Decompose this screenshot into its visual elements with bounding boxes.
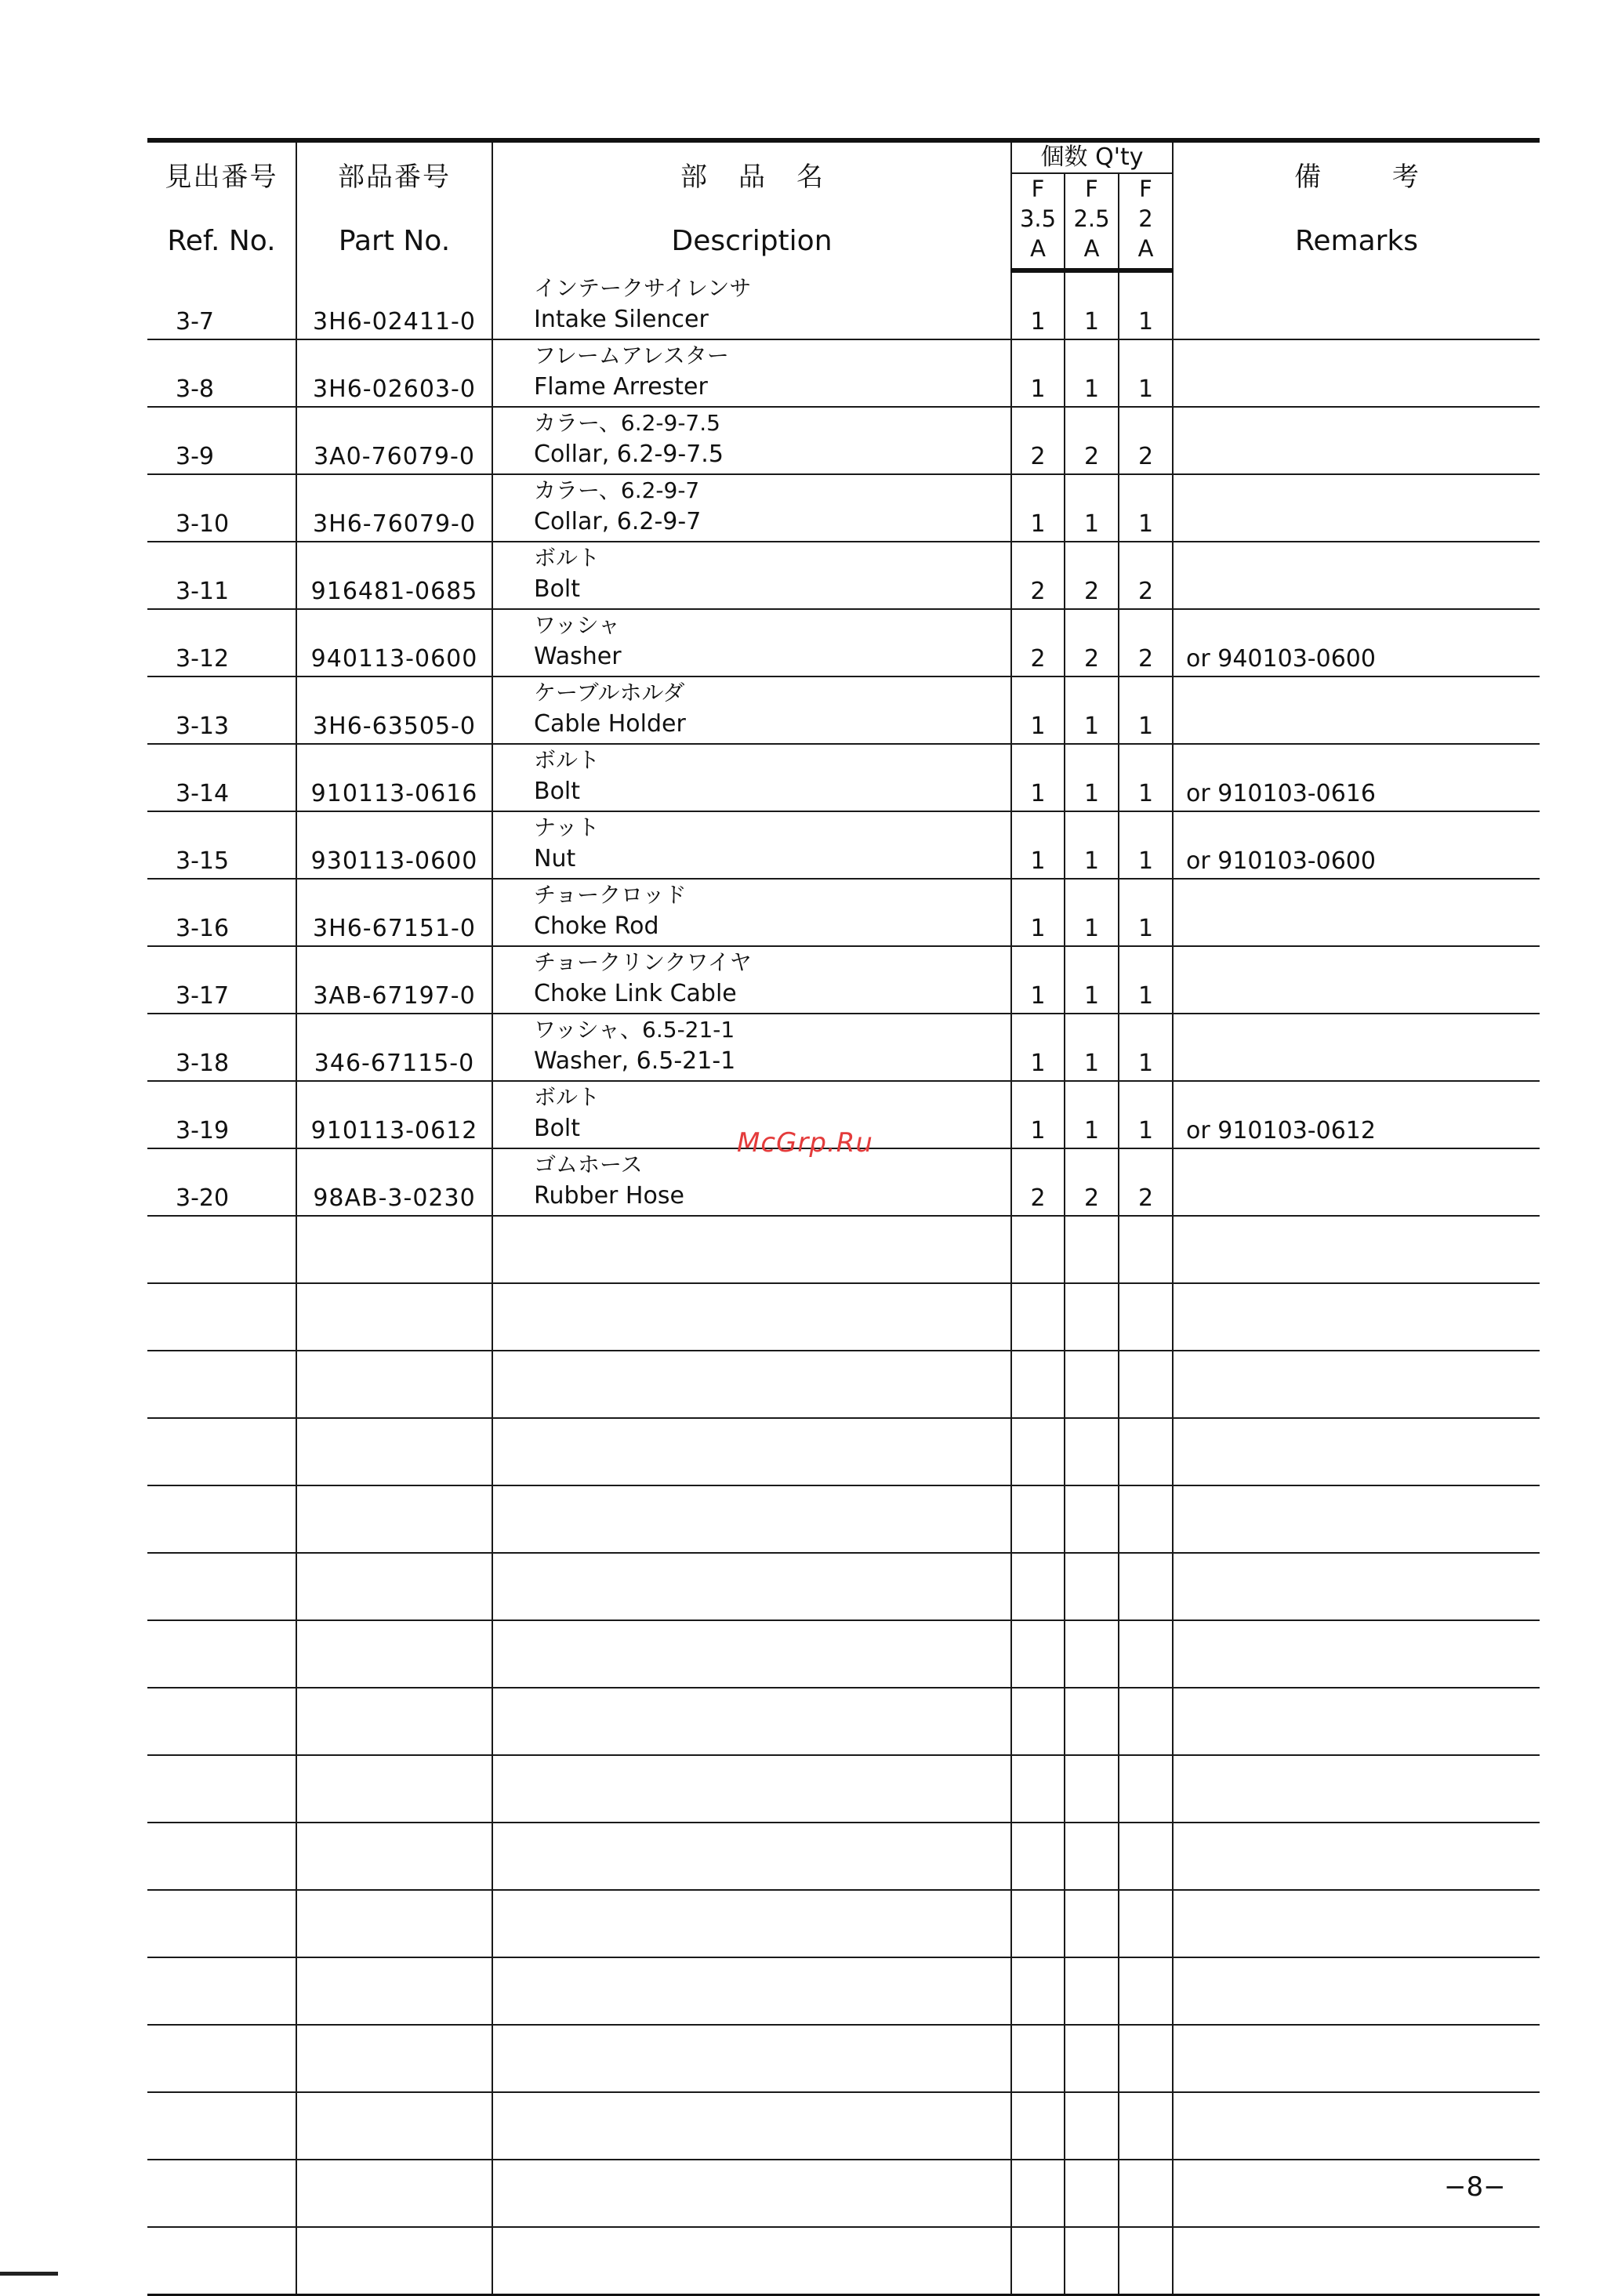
qty-f25: 1: [1065, 474, 1119, 542]
part-no: [296, 1823, 492, 1890]
table-row: [147, 1823, 1540, 1890]
qty-f35: 1: [1011, 676, 1065, 744]
table-row: [147, 744, 1540, 811]
ref-no: [147, 1485, 296, 1553]
qty-col-f35-line2: 3.5: [1019, 205, 1057, 232]
table-row: [147, 1957, 1540, 2025]
ref-no: [147, 1688, 296, 1755]
description-jp: フレームアレスター: [534, 343, 729, 368]
remarks: [1173, 339, 1540, 407]
description: [492, 339, 1011, 407]
qty-col-f35: [1011, 173, 1065, 270]
table-row: [147, 1755, 1540, 1823]
qty-f2: 2: [1119, 1148, 1173, 1216]
description-jp: ナット: [534, 814, 600, 840]
part-no: [296, 1553, 492, 1620]
qty-f2: [1119, 1957, 1173, 2025]
qty-f35: [1011, 1823, 1065, 1890]
qty-f2: [1119, 1216, 1173, 1283]
qty-f35: [1011, 1890, 1065, 1957]
qty-f35: [1011, 2025, 1065, 2092]
remarks: [1173, 1620, 1540, 1688]
table-row: [147, 946, 1540, 1014]
qty-col-f2-line3: A: [1137, 235, 1154, 262]
part-no: 3H6-02603-0: [296, 339, 492, 407]
ref-no: 3-20: [147, 1148, 296, 1216]
ref-no: 3-9: [147, 407, 296, 474]
qty-f25: [1065, 1418, 1119, 1485]
remarks: [1173, 1755, 1540, 1823]
qty-f25: 1: [1065, 811, 1119, 879]
ref-no: [147, 2160, 296, 2227]
remarks: [1173, 2092, 1540, 2160]
description: [492, 1553, 1011, 1620]
table-row: [147, 2227, 1540, 2295]
qty-f35: [1011, 2227, 1065, 2295]
qty-f2: [1119, 2025, 1173, 2092]
qty-f2: 1: [1119, 879, 1173, 946]
part-no: 940113-0600: [296, 609, 492, 676]
qty-f25: [1065, 1755, 1119, 1823]
table-row: [147, 1216, 1540, 1283]
part-no: 98AB-3-0230: [296, 1148, 492, 1216]
part-no: [296, 1620, 492, 1688]
qty-f25: 1: [1065, 1014, 1119, 1081]
description: [492, 1823, 1011, 1890]
col-remarks-header: [1173, 140, 1540, 270]
qty-f35: 1: [1011, 1081, 1065, 1148]
qty-f35: [1011, 1957, 1065, 2025]
part-no: 3H6-67151-0: [296, 879, 492, 946]
part-no: [296, 1755, 492, 1823]
description-jp: ボルト: [534, 747, 600, 773]
description: [492, 879, 1011, 946]
description-jp: ワッシャ、6.5-21-1: [534, 1017, 735, 1043]
qty-f2: [1119, 1351, 1173, 1418]
qty-f25: 1: [1065, 676, 1119, 744]
qty-f2: 1: [1119, 1014, 1173, 1081]
qty-f25: [1065, 1485, 1119, 1553]
qty-f35: 1: [1011, 270, 1065, 339]
ref-no: [147, 1755, 296, 1823]
qty-f25: [1065, 1890, 1119, 1957]
qty-f2: 1: [1119, 744, 1173, 811]
part-no: [296, 2227, 492, 2295]
table-row: [147, 811, 1540, 879]
desc-header-en: Description: [671, 225, 833, 257]
qty-col-f35-line1: F: [1031, 176, 1045, 202]
description-en: Bolt: [534, 1115, 581, 1142]
col-desc-header: [492, 140, 1011, 270]
page-number: −8−: [1444, 2171, 1506, 2203]
table-row: [147, 1553, 1540, 1620]
qty-f35: [1011, 1688, 1065, 1755]
qty-f2: 2: [1119, 609, 1173, 676]
qty-col-f35-line3: A: [1030, 235, 1046, 262]
description: [492, 1418, 1011, 1485]
qty-f25: 1: [1065, 270, 1119, 339]
remarks: [1173, 1283, 1540, 1351]
part-no: 910113-0612: [296, 1081, 492, 1148]
description-en: Washer: [534, 643, 622, 670]
table-row: [147, 1283, 1540, 1351]
part-no: 3H6-76079-0: [296, 474, 492, 542]
qty-f2: [1119, 1890, 1173, 1957]
part-no: 346-67115-0: [296, 1014, 492, 1081]
remarks: [1173, 1823, 1540, 1890]
description-en: Choke Rod: [534, 912, 659, 940]
qty-f25: [1065, 1957, 1119, 2025]
ref-no: [147, 1620, 296, 1688]
remarks: or 940103-0600: [1173, 609, 1540, 676]
table-row: [147, 542, 1540, 609]
description-jp: チョークリンクワイヤ: [534, 949, 752, 975]
qty-f2: [1119, 1823, 1173, 1890]
remarks: [1173, 407, 1540, 474]
ref-no: [147, 2227, 296, 2295]
qty-f35: 1: [1011, 879, 1065, 946]
description: [492, 1755, 1011, 1823]
qty-f35: 1: [1011, 744, 1065, 811]
qty-f35: 2: [1011, 609, 1065, 676]
table-row: [147, 1014, 1540, 1081]
description-en: Choke Link Cable: [534, 980, 737, 1007]
part-no: [296, 1890, 492, 1957]
description: [492, 407, 1011, 474]
table-row: [147, 339, 1540, 407]
remarks: or 910103-0612: [1173, 1081, 1540, 1148]
table-row: [147, 1485, 1540, 1553]
description: [492, 744, 1011, 811]
remarks: [1173, 474, 1540, 542]
description: [492, 2092, 1011, 2160]
description-jp: ボルト: [534, 1084, 600, 1110]
table-row: [147, 1620, 1540, 1688]
description-jp: カラー、6.2-9-7.5: [534, 410, 720, 436]
table-row: [147, 2092, 1540, 2160]
description-en: Nut: [534, 845, 576, 872]
description: [492, 2025, 1011, 2092]
description: [492, 2227, 1011, 2295]
ref-no: [147, 2092, 296, 2160]
description: [492, 1014, 1011, 1081]
qty-f2: [1119, 1620, 1173, 1688]
remarks: [1173, 1216, 1540, 1283]
qty-f25: [1065, 1553, 1119, 1620]
description: [492, 2160, 1011, 2227]
qty-f2: 1: [1119, 474, 1173, 542]
qty-f25: [1065, 1283, 1119, 1351]
qty-header: 個数 Q'ty: [1011, 140, 1173, 173]
part-no: 930113-0600: [296, 811, 492, 879]
qty-f2: 1: [1119, 811, 1173, 879]
qty-f25: [1065, 2092, 1119, 2160]
qty-f2: 1: [1119, 676, 1173, 744]
ref-header-en: Ref. No.: [167, 225, 276, 257]
ref-no: 3-13: [147, 676, 296, 744]
part-no: [296, 1485, 492, 1553]
ref-header-jp: 見出番号: [165, 161, 278, 193]
ref-no: 3-11: [147, 542, 296, 609]
table-row: [147, 1418, 1540, 1485]
description-en: Rubber Hose: [534, 1182, 684, 1210]
ref-no: [147, 1283, 296, 1351]
qty-f2: [1119, 1485, 1173, 1553]
qty-f25: [1065, 2160, 1119, 2227]
description-jp: インテークサイレンサ: [534, 275, 752, 301]
part-no: [296, 2092, 492, 2160]
description-en: Bolt: [534, 778, 581, 805]
part-no: [296, 1283, 492, 1351]
remarks: [1173, 1148, 1540, 1216]
qty-f25: 2: [1065, 609, 1119, 676]
remarks: [1173, 2227, 1540, 2295]
remarks: or 910103-0616: [1173, 744, 1540, 811]
qty-f25: 2: [1065, 1148, 1119, 1216]
part-no: [296, 2025, 492, 2092]
description: [492, 1890, 1011, 1957]
ref-no: [147, 1890, 296, 1957]
remarks-header-jp: 備 考: [1294, 161, 1450, 193]
description-en: Collar, 6.2-9-7.5: [534, 441, 724, 468]
qty-f35: 1: [1011, 474, 1065, 542]
ref-no: 3-7: [147, 270, 296, 339]
ref-no: 3-14: [147, 744, 296, 811]
ref-no: [147, 1351, 296, 1418]
part-no: [296, 1957, 492, 2025]
qty-f2: [1119, 2160, 1173, 2227]
description-en: Bolt: [534, 575, 581, 603]
qty-f35: 1: [1011, 946, 1065, 1014]
description-jp: ケーブルホルダ: [534, 680, 685, 705]
remarks: [1173, 1553, 1540, 1620]
description-jp: ゴムホース: [534, 1152, 643, 1177]
table-row: [147, 676, 1540, 744]
parts-rows: [147, 270, 1540, 2295]
remarks: [1173, 946, 1540, 1014]
qty-f25: 1: [1065, 946, 1119, 1014]
description-jp: チョークロッド: [534, 882, 687, 908]
ref-no: [147, 1957, 296, 2025]
ref-no: 3-8: [147, 339, 296, 407]
description: [492, 1957, 1011, 2025]
qty-f35: 1: [1011, 1014, 1065, 1081]
part-no: [296, 1688, 492, 1755]
watermark: McGrp.Ru: [737, 1127, 873, 1159]
table-row: [147, 270, 1540, 339]
part-no: [296, 2160, 492, 2227]
qty-col-f25-line1: F: [1085, 176, 1098, 202]
part-no: 3H6-63505-0: [296, 676, 492, 744]
description: [492, 542, 1011, 609]
qty-f35: [1011, 1620, 1065, 1688]
qty-f25: 1: [1065, 1081, 1119, 1148]
table-row: [147, 609, 1540, 676]
qty-f25: [1065, 1823, 1119, 1890]
remarks: [1173, 1688, 1540, 1755]
qty-f35: [1011, 1351, 1065, 1418]
description: [492, 811, 1011, 879]
description-jp: カラー、6.2-9-7: [534, 477, 700, 503]
qty-f2: 2: [1119, 407, 1173, 474]
qty-f2: [1119, 2227, 1173, 2295]
ref-no: 3-19: [147, 1081, 296, 1148]
table-row: [147, 1351, 1540, 1418]
qty-f25: [1065, 2227, 1119, 2295]
qty-f2: 2: [1119, 542, 1173, 609]
remarks: [1173, 879, 1540, 946]
description-jp: ボルト: [534, 545, 600, 571]
description: [492, 1485, 1011, 1553]
qty-f35: [1011, 2092, 1065, 2160]
qty-f2: [1119, 1553, 1173, 1620]
ref-no: 3-17: [147, 946, 296, 1014]
table-row: [147, 407, 1540, 474]
part-header-en: Part No.: [338, 225, 451, 257]
part-no: 3H6-02411-0: [296, 270, 492, 339]
qty-f35: 2: [1011, 1148, 1065, 1216]
table-row: [147, 2025, 1540, 2092]
table-row: [147, 1890, 1540, 1957]
qty-f35: [1011, 1418, 1065, 1485]
part-no: 3A0-76079-0: [296, 407, 492, 474]
qty-f35: [1011, 1485, 1065, 1553]
qty-f2: [1119, 1283, 1173, 1351]
remarks: [1173, 1890, 1540, 1957]
description-en: Cable Holder: [534, 710, 686, 738]
qty-f35: [1011, 1755, 1065, 1823]
col-ref-header: [147, 140, 296, 270]
part-no: [296, 1351, 492, 1418]
qty-f35: [1011, 1283, 1065, 1351]
qty-f35: 1: [1011, 811, 1065, 879]
scan-edge-mark: [0, 2272, 58, 2276]
remarks: [1173, 2025, 1540, 2092]
ref-no: 3-15: [147, 811, 296, 879]
remarks: [1173, 1418, 1540, 1485]
description: [492, 946, 1011, 1014]
qty-f35: 2: [1011, 542, 1065, 609]
qty-f35: [1011, 1216, 1065, 1283]
description-en: Washer, 6.5-21-1: [534, 1047, 736, 1075]
qty-col-f2: [1119, 173, 1173, 270]
qty-f2: [1119, 2092, 1173, 2160]
qty-f25: [1065, 1620, 1119, 1688]
qty-f2: [1119, 1418, 1173, 1485]
qty-f25: [1065, 1351, 1119, 1418]
table-row: [147, 474, 1540, 542]
ref-no: [147, 1823, 296, 1890]
description: [492, 609, 1011, 676]
description: [492, 676, 1011, 744]
remarks-header-en: Remarks: [1294, 225, 1419, 257]
part-header-jp: 部品番号: [338, 161, 451, 193]
part-no: 916481-0685: [296, 542, 492, 609]
col-part-header: [296, 140, 492, 270]
part-no: 910113-0616: [296, 744, 492, 811]
description: [492, 1688, 1011, 1755]
ref-no: [147, 2025, 296, 2092]
ref-no: [147, 1216, 296, 1283]
part-no: [296, 1216, 492, 1283]
qty-col-f2-line1: F: [1139, 176, 1152, 202]
qty-f35: 1: [1011, 339, 1065, 407]
qty-f25: [1065, 1688, 1119, 1755]
description: [492, 1620, 1011, 1688]
qty-f25: [1065, 1216, 1119, 1283]
remarks: [1173, 1485, 1540, 1553]
ref-no: 3-12: [147, 609, 296, 676]
description: [492, 474, 1011, 542]
ref-no: [147, 1418, 296, 1485]
qty-f25: 1: [1065, 339, 1119, 407]
desc-header-jp: 部品名: [680, 161, 854, 193]
qty-f25: 1: [1065, 879, 1119, 946]
qty-f25: 2: [1065, 542, 1119, 609]
qty-f35: [1011, 2160, 1065, 2227]
qty-col-f2-line2: 2: [1138, 205, 1153, 232]
qty-f2: 1: [1119, 1081, 1173, 1148]
ref-no: 3-18: [147, 1014, 296, 1081]
qty-col-f25-line3: A: [1083, 235, 1100, 262]
remarks: [1173, 1957, 1540, 2025]
qty-f2: 1: [1119, 270, 1173, 339]
remarks: [1173, 270, 1540, 339]
remarks: [1173, 542, 1540, 609]
qty-f25: 2: [1065, 407, 1119, 474]
remarks: [1173, 1351, 1540, 1418]
qty-f25: [1065, 2025, 1119, 2092]
remarks: or 910103-0600: [1173, 811, 1540, 879]
qty-f35: 2: [1011, 407, 1065, 474]
qty-f2: 1: [1119, 339, 1173, 407]
qty-f2: [1119, 1755, 1173, 1823]
ref-no: 3-10: [147, 474, 296, 542]
description-en: Collar, 6.2-9-7: [534, 508, 702, 535]
table-row: [147, 1688, 1540, 1755]
qty-f2: [1119, 1688, 1173, 1755]
qty-col-f25: [1065, 173, 1119, 270]
remarks: [1173, 676, 1540, 744]
part-no: [296, 1418, 492, 1485]
description-en: Intake Silencer: [534, 306, 709, 333]
qty-f35: [1011, 1553, 1065, 1620]
ref-no: [147, 1553, 296, 1620]
description: [492, 1216, 1011, 1283]
qty-f2: 1: [1119, 946, 1173, 1014]
table-row: [147, 879, 1540, 946]
ref-no: 3-16: [147, 879, 296, 946]
table-row: [147, 2160, 1540, 2227]
description: [492, 1351, 1011, 1418]
remarks: [1173, 1014, 1540, 1081]
qty-col-f25-line2: 2.5: [1073, 205, 1110, 232]
description: [492, 1283, 1011, 1351]
qty-f25: 1: [1065, 744, 1119, 811]
description: [492, 270, 1011, 339]
parts-table: [147, 138, 1540, 2296]
part-no: 3AB-67197-0: [296, 946, 492, 1014]
description-jp: ワッシャ: [534, 612, 621, 638]
description-en: Flame Arrester: [534, 373, 708, 401]
